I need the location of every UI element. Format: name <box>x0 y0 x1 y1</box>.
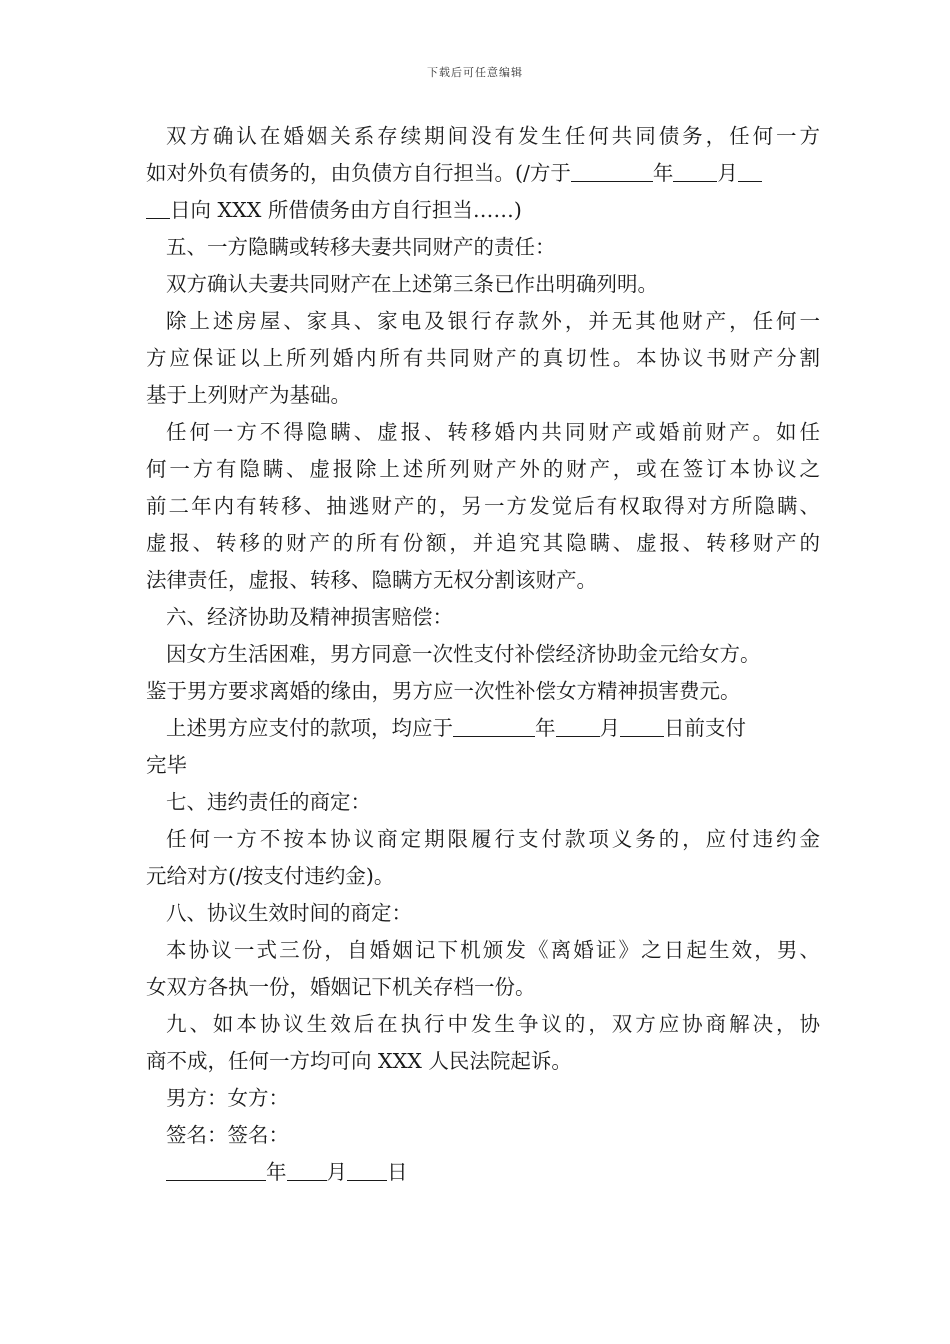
line-text: 月 <box>326 1160 347 1184</box>
paragraph-line <box>146 303 820 340</box>
line-text: 六、经济协助及精神损害赔偿： <box>166 605 453 629</box>
line-text: 基于上列财产为基础。 <box>146 383 351 407</box>
line-text: 月 <box>599 716 620 740</box>
page-header: 下载后可任意编辑 <box>427 66 523 79</box>
signature-party-line <box>146 1080 820 1117</box>
line-text: 本协议一式三份，自婚姻记下机颁发《离婚证》之日起生效，男、 <box>166 938 820 962</box>
line-text: 八、协议生效时间的商定： <box>166 901 412 925</box>
line-text: 月 <box>717 161 738 185</box>
line-text: 前二年内有转移、抽逃财产的，另一方发觉后有权取得对方所隐瞒、 <box>146 494 820 518</box>
paragraph-line <box>146 118 820 155</box>
section-heading <box>146 784 820 821</box>
section-heading <box>146 599 820 636</box>
line-text: 完毕 <box>146 753 187 777</box>
line-text: 七、违约责任的商定： <box>166 790 371 814</box>
paragraph-line <box>146 747 820 784</box>
paragraph-line <box>146 636 820 673</box>
paragraph-line <box>146 969 820 1006</box>
paragraph-line <box>146 414 820 451</box>
paragraph-line <box>146 858 820 895</box>
line-text: 方应保证以上所列婚内所有共同财产的真切性。本协议书财产分割 <box>146 346 820 370</box>
line-text: 商不成，任何一方均可向 XXX 人民法院起诉。 <box>146 1049 572 1073</box>
line-text: 元给对方(/按支付违约金)。 <box>146 864 395 888</box>
paragraph-line <box>146 192 820 229</box>
line-text: 年 <box>535 716 556 740</box>
line-text: 如对外负有债务的，由负债方自行担当。(/方于 <box>146 161 571 185</box>
signature-date-line <box>146 1154 820 1191</box>
paragraph-line <box>146 266 820 303</box>
blank-year[interactable] <box>166 1158 266 1181</box>
line-text: 年 <box>652 161 674 185</box>
blank-year[interactable] <box>571 159 653 182</box>
line-text: 双方确认在婚姻关系存续期间没有发生任何共同债务，任何一方 <box>166 124 820 148</box>
line-text: 年 <box>266 1160 287 1184</box>
paragraph-line <box>146 1006 820 1043</box>
paragraph-line <box>146 525 820 562</box>
line-text: 九、如本协议生效后在执行中发生争议的，双方应协商解决，协 <box>166 1012 820 1036</box>
paragraph-line <box>146 821 820 858</box>
line-text: 鉴于男方要求离婚的缘由，男方应一次性补偿女方精神损害费元。 <box>146 679 741 703</box>
line-text: 除上述房屋、家具、家电及银行存款外，并无其他财产，任何一 <box>166 309 820 333</box>
line-text: 日 <box>387 1160 408 1184</box>
section-heading <box>146 895 820 932</box>
blank-day[interactable] <box>146 196 170 219</box>
paragraph-line <box>146 673 820 710</box>
line-text: 任何一方不得隐瞒、虚报、转移婚内共同财产或婚前财产。如任 <box>166 420 820 444</box>
paragraph-line <box>146 932 820 969</box>
paragraph-line <box>146 155 820 192</box>
line-text: 法律责任，虚报、转移、隐瞒方无权分割该财产。 <box>146 568 597 592</box>
paragraph-line <box>146 562 820 599</box>
paragraph-line <box>146 340 820 377</box>
line-text: 何一方有隐瞒、虚报除上述所列财产外的财产，或在签订本协议之 <box>146 457 820 481</box>
paragraph-line <box>146 451 820 488</box>
section-heading <box>146 229 820 266</box>
blank-year[interactable] <box>453 714 535 737</box>
blank-month[interactable] <box>287 1158 327 1181</box>
line-text: 日前支付 <box>664 716 746 740</box>
paragraph-line <box>146 1043 820 1080</box>
line-text: 双方确认夫妻共同财产在上述第三条已作出明确列明。 <box>166 272 658 296</box>
line-text: 签名：签名： <box>166 1123 289 1147</box>
blank-day[interactable] <box>620 714 664 737</box>
signature-name-line <box>146 1117 820 1154</box>
paragraph-line <box>146 377 820 414</box>
line-text: 日向 XXX 所借债务由方自行担当……) <box>170 198 522 222</box>
blank-day[interactable] <box>347 1158 387 1181</box>
line-text: 任何一方不按本协议商定期限履行支付款项义务的，应付违约金 <box>166 827 820 851</box>
blank-day[interactable] <box>738 159 762 182</box>
paragraph-line <box>146 710 820 747</box>
blank-month[interactable] <box>673 159 717 182</box>
line-text: 虚报、转移的财产的所有份额，并追究其隐瞒、虚报、转移财产的 <box>146 531 820 555</box>
paragraph-line <box>146 488 820 525</box>
line-text: 女双方各执一份，婚姻记下机关存档一份。 <box>146 975 536 999</box>
line-text: 五、一方隐瞒或转移夫妻共同财产的责任： <box>166 235 556 259</box>
line-text: 上述男方应支付的款项，均应于 <box>166 716 453 740</box>
blank-month[interactable] <box>556 714 600 737</box>
line-text: 因女方生活困难，男方同意一次性支付补偿经济协助金元给女方。 <box>166 642 761 666</box>
document-body <box>146 118 820 1191</box>
line-text: 男方：女方： <box>166 1086 289 1110</box>
